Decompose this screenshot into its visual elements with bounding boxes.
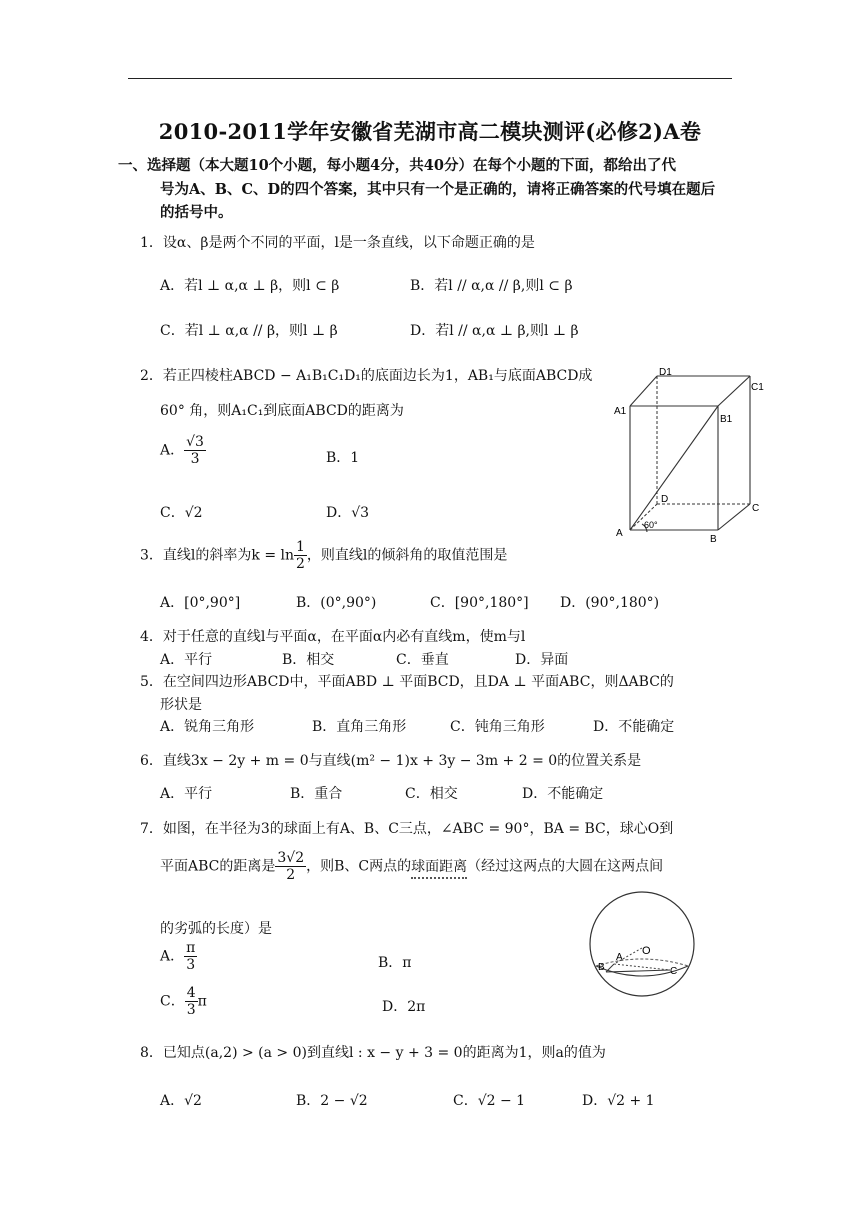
vertex-c-label: C xyxy=(752,503,760,514)
fraction-numerator: √3 xyxy=(186,434,204,450)
q1-option-d: D．若l // α,α ⊥ β,则l ⊥ β xyxy=(410,323,579,339)
q5-option-c: C．钝角三角形 xyxy=(450,719,545,735)
q5-option-d: D．不能确定 xyxy=(593,719,675,735)
q5-option-a: A．锐角三角形 xyxy=(160,719,255,735)
fraction-denominator: 3 xyxy=(186,957,196,974)
vertex-b1-label: B1 xyxy=(720,414,733,425)
q7-option-c xyxy=(160,985,207,1018)
fraction-denominator: 3 xyxy=(186,1002,196,1019)
vertex-d1-label: D1 xyxy=(659,367,672,378)
q3-option-c: C．[90°,180°] xyxy=(430,595,529,611)
q5-stem-line2: 形状是 xyxy=(160,697,202,713)
q7-stem-part3: （经过这两点的大圆在这两点间 xyxy=(467,858,664,875)
q5-option-b: B．直角三角形 xyxy=(312,719,407,735)
sphere-point-c-label: C xyxy=(670,966,678,977)
q4-stem: 4．对于任意的直线l与平面α，在平面α内必有直线m，使m与l xyxy=(140,629,526,645)
q1-stem: 1．设α、β是两个不同的平面，l是一条直线，以下命题正确的是 xyxy=(140,235,535,251)
q8-option-a: A．√2 xyxy=(160,1093,202,1109)
q4-option-c: C．垂直 xyxy=(396,652,449,668)
q8-option-c: C．√2 − 1 xyxy=(453,1093,526,1109)
section-heading-line2: 号为A、B、C、D的四个答案，其中只有一个是正确的，请将正确答案的代号填在题后 xyxy=(160,181,716,198)
q4-option-b: B．相交 xyxy=(282,652,335,668)
fraction-numerator: 4 xyxy=(186,985,196,1001)
q7-option-a xyxy=(160,940,197,973)
fraction-denominator: 2 xyxy=(286,867,296,884)
fraction-numerator: π xyxy=(186,940,196,956)
sphere-point-b-label: B xyxy=(598,962,605,973)
q3-option-b: B．(0°,90°) xyxy=(296,595,377,611)
angle-60-label: 60° xyxy=(644,520,658,530)
q7-stem-part1: 平面ABC的距离是 xyxy=(160,858,276,875)
q3-stem-part2: ，则直线l的倾斜角的取值范围是 xyxy=(306,547,508,564)
vertex-d-label: D xyxy=(661,494,669,505)
q2-option-a-label: A． xyxy=(160,442,185,459)
q6-option-a: A．平行 xyxy=(160,786,213,802)
q7-option-b: B．π xyxy=(378,955,412,971)
q7-option-d: D．2π xyxy=(382,999,426,1015)
q3-stem-part1: 3．直线l的斜率为k = ln xyxy=(140,547,294,564)
header-rule xyxy=(128,78,732,79)
q2-option-a-fraction xyxy=(184,434,206,467)
q6-option-b: B．重合 xyxy=(290,786,343,802)
section-heading-line3: 的括号中。 xyxy=(160,204,233,221)
q7-option-c-label: C． xyxy=(160,993,185,1010)
q7-option-c-fraction xyxy=(185,985,198,1018)
fraction-denominator: 2 xyxy=(296,556,305,573)
fraction-numerator: 1 xyxy=(296,539,305,555)
q2-option-d: D．√3 xyxy=(326,505,370,521)
q3-option-d: D．(90°,180°) xyxy=(560,595,660,611)
q7-option-a-fraction xyxy=(184,940,197,973)
prism-figure xyxy=(612,368,762,544)
q7-stem-part2: ，则B、C两点的 xyxy=(306,858,412,875)
q7-stem-line2 xyxy=(160,850,663,883)
sphere-figure xyxy=(584,886,704,1004)
page-title: 2010-2011学年安徽省芜湖市高二模块测评(必修2)A卷 xyxy=(158,119,702,144)
q7-option-a-label: A． xyxy=(160,948,185,965)
q7-option-c-tail: π xyxy=(197,993,207,1010)
q6-stem: 6．直线3x − 2y + m = 0与直线(m² − 1)x + 3y − 3m + 2 = 0的位置关系是 xyxy=(140,753,642,769)
q7-stem: 7．如图，在半径为3的球面上有A、B、C三点，∠ABC = 90°，BA = BC，球心O到 xyxy=(140,821,674,837)
q6-option-d: D．不能确定 xyxy=(522,786,604,802)
q6-option-c: C．相交 xyxy=(405,786,458,802)
sphere-center-label: O xyxy=(642,945,651,957)
q1-option-c: C．若l ⊥ α,α // β，则l ⊥ β xyxy=(160,323,338,339)
q7-stem-line3: 的劣弧的长度）是 xyxy=(160,921,272,937)
fraction-numerator: 3√2 xyxy=(277,850,305,866)
q3-fraction xyxy=(294,539,307,572)
q7-emphasis-term: 球面距离 xyxy=(411,859,467,879)
q8-option-b: B．2 − √2 xyxy=(296,1093,368,1109)
q4-option-a: A．平行 xyxy=(160,652,213,668)
fraction-denominator: 3 xyxy=(190,451,200,468)
q1-option-a: A．若l ⊥ α,α ⊥ β，则l ⊂ β xyxy=(160,278,340,294)
q1-option-b: B．若l // α,α // β,则l ⊂ β xyxy=(410,278,573,294)
q5-stem: 5．在空间四边形ABCD中，平面ABD ⊥ 平面BCD，且DA ⊥ 平面ABC，则ΔABC的 xyxy=(140,674,674,690)
q2-option-a xyxy=(160,434,206,467)
q4-option-d: D．异面 xyxy=(515,652,569,668)
q8-option-d: D．√2 + 1 xyxy=(582,1093,655,1109)
vertex-a-label: A xyxy=(616,528,623,539)
q2-stem: 2．若正四棱柱ABCD − A₁B₁C₁D₁的底面边长为1，AB₁与底面ABCD成 xyxy=(140,368,593,384)
q2-stem-line2: 60° 角，则A₁C₁到底面ABCD的距离为 xyxy=(160,403,404,419)
vertex-a1-label: A1 xyxy=(614,406,627,417)
section-heading-line1: 一、选择题（本大题10个小题，每小题4分，共40分）在每个小题的下面，都给出了代 xyxy=(118,157,676,174)
sphere-point-a-label: A xyxy=(616,952,623,963)
q2-option-c: C．√2 xyxy=(160,505,203,521)
vertex-b-label: B xyxy=(710,534,717,545)
q2-option-b: B．1 xyxy=(326,450,360,466)
q3-option-a: A．[0°,90°] xyxy=(160,595,241,611)
q3-stem xyxy=(140,539,507,572)
q8-stem: 8．已知点(a,2) > (a > 0)到直线l : x − y + 3 = 0的距离为1，则a的值为 xyxy=(140,1045,606,1061)
q7-fraction xyxy=(275,850,306,883)
vertex-c1-label: C1 xyxy=(751,382,764,393)
